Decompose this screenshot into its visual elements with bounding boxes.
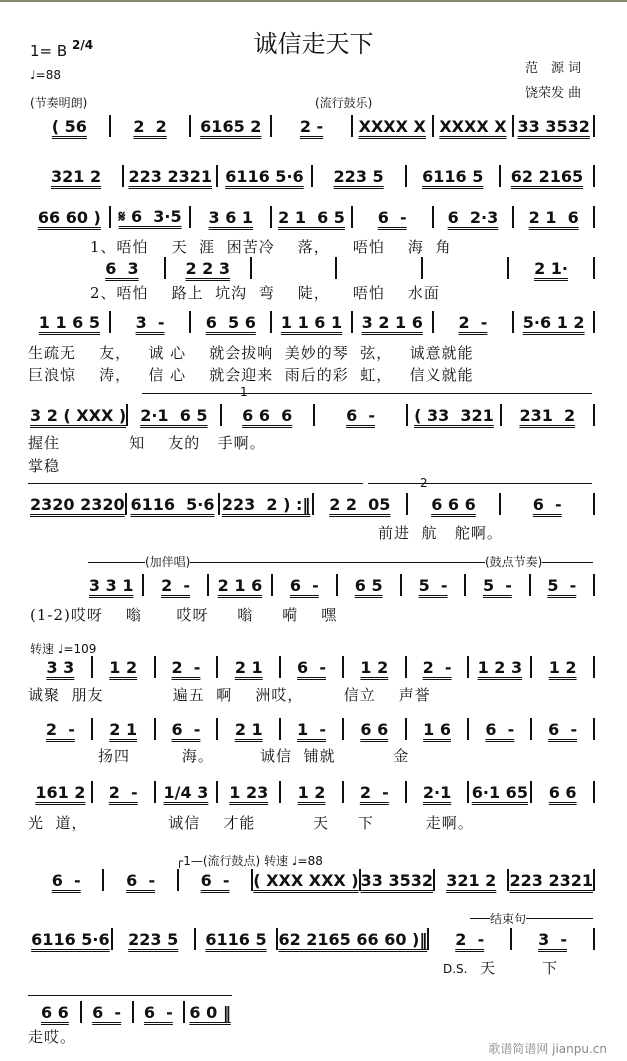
notation-line (30, 717, 595, 741)
measure: 2 1 (109, 719, 138, 739)
notation-line (30, 927, 595, 951)
lyric-line: 扬四 海。 诚信 铺就 金 (98, 747, 410, 765)
measure: 1 2 3 (477, 657, 523, 677)
bar-line (593, 781, 595, 803)
volta-1-label: 1 (240, 385, 248, 399)
bar-line (593, 404, 595, 426)
measure: 2 1 (234, 657, 263, 677)
measure: 6116 5 (422, 166, 484, 186)
measure: 3 3 (46, 657, 75, 677)
measure: 6 6 (548, 782, 577, 802)
lyric-line: 巨浪惊 涛， 信 心 就会迎来 雨后的彩 虹， 信义就能 (28, 366, 474, 384)
bar-line (593, 928, 595, 950)
measure: 62 2165 66 60 )‖ (278, 929, 428, 949)
measure: 6 6 (360, 719, 389, 739)
measure: 3 - (538, 929, 568, 949)
measure: 33 3532 (517, 116, 590, 136)
measure: 2 - (161, 575, 191, 595)
measure: 2 - (299, 116, 324, 136)
lyric-line: 2、唔怕 路上 坑沟 弯 陡， 唔怕 水面 (90, 284, 440, 302)
measure: 5 - (482, 575, 512, 595)
ending-bracket (28, 995, 232, 996)
measure: 1 2 (109, 657, 138, 677)
measure: 231 2 (519, 405, 576, 425)
measure: 2 - (422, 657, 452, 677)
measure: 6 0 ‖ (189, 1002, 231, 1022)
bar-line (250, 257, 252, 279)
lyric-line: 生疏无 友， 诚 心 就会拔响 美妙的琴 弦， 诚意就能 (28, 344, 474, 362)
composer: 饶荣发 曲 (525, 86, 582, 101)
measure: ( 56 (51, 116, 87, 136)
measure: XXXX X (439, 116, 507, 136)
notation-line (30, 1000, 235, 1024)
measure: 62 2165 (510, 166, 584, 186)
bar-line (593, 869, 595, 891)
measure: 3 - (135, 312, 165, 332)
measure: 6 - (143, 1002, 173, 1022)
expression-mark: (鼓点节奏) (485, 555, 543, 569)
lyric-line: 掌稳 (28, 457, 61, 475)
notation-line (30, 655, 595, 679)
bar-line (593, 656, 595, 678)
measure: 223 5 (128, 929, 179, 949)
measure: 6 3 (105, 258, 139, 278)
measure: 6 5 6 (205, 312, 256, 332)
notation-line (30, 205, 595, 229)
measure: 2 - (45, 719, 75, 739)
bar-line (593, 257, 595, 279)
measure: 6 6 6 (242, 405, 293, 425)
key-signature: 1= B (30, 42, 68, 60)
measure: 1 2 (297, 782, 326, 802)
notation-line (30, 310, 595, 334)
measure: 2 2 3 (185, 258, 231, 278)
measure: 6 - (485, 719, 515, 739)
notation-line (30, 164, 595, 188)
bar-line (593, 493, 595, 515)
bar-line (593, 165, 595, 187)
measure: 6116 5·6 (130, 494, 215, 514)
tempo-change: ┌1—(流行鼓点) 转速 ♩=88 (176, 854, 323, 868)
measure: ( XXX XXX ) (253, 870, 359, 890)
measure: 1 2 (360, 657, 389, 677)
measure: 3 6 1 (208, 207, 254, 227)
measure: 2 2 (133, 116, 167, 136)
notation-line (30, 403, 595, 427)
time-signature: 2/4 (72, 38, 94, 52)
lyric-line: 走哎。 (28, 1028, 77, 1046)
lyric-line: 天 下 (480, 959, 559, 977)
notation-line (80, 573, 595, 597)
lyric-line: 1、唔怕 天 涯 困苦冷 落， 唔怕 海 角 (90, 238, 452, 256)
measure: 3 3 1 (88, 575, 134, 595)
measure: 2 - (455, 929, 485, 949)
measure: 6116 5·6 (31, 929, 110, 949)
measure: 2 1 (234, 719, 263, 739)
measure: 2·1 (422, 782, 452, 802)
measure: 6 - (92, 1002, 122, 1022)
bar-line (421, 257, 423, 279)
notation-line (30, 868, 595, 892)
measure: 2 - (359, 782, 389, 802)
tempo-marking: ♩=88 (30, 68, 61, 82)
measure: 5 - (418, 575, 448, 595)
measure: 2 1 6 (217, 575, 263, 595)
measure: 6 5 (354, 575, 383, 595)
lyric-line: 前进 航 舵啊。 (378, 524, 503, 542)
measure: ( 33 321 (414, 405, 494, 425)
measure: 1/4 3 (163, 782, 209, 802)
expression-mark: (流行鼓乐) (315, 96, 373, 110)
bar-line (593, 311, 595, 333)
measure: 1 1 6 5 (38, 312, 100, 332)
measure: 6116 5 (205, 929, 267, 949)
measure: XXXX X (358, 116, 426, 136)
notation-line (80, 256, 595, 280)
bar-line (593, 206, 595, 228)
measure: 6 6 (40, 1002, 69, 1022)
measure: 2 - (458, 312, 488, 332)
measure: 6 - (548, 719, 578, 739)
notation-line (30, 492, 595, 516)
expression-mark: (加伴唱) (145, 555, 191, 569)
notation-line (30, 114, 595, 138)
measure: 6 - (51, 870, 81, 890)
measure: 6 - (346, 405, 376, 425)
measure: 6 2·3 (447, 207, 499, 227)
measure: 6 - (289, 575, 319, 595)
measure: 2 1 6 5 (278, 207, 345, 227)
measure: 𝄋 6 3·5 (118, 207, 182, 226)
measure: 6 6 6 (431, 494, 476, 514)
measure: 6165 2 (200, 116, 262, 136)
bar-line (335, 257, 337, 279)
measure: 2 1· (534, 258, 569, 278)
measure: 33 3532 (360, 870, 434, 890)
song-title: 诚信走天下 (253, 30, 374, 58)
measure: 66 60 ) (37, 207, 101, 227)
measure: 223 2321 (128, 166, 212, 186)
measure: 321 2 (446, 870, 497, 890)
lyric-line: (1-2)哎呀 嗡 哎呀 嗡 嗬 嘿 (30, 606, 338, 624)
measure: 2 2 05 (329, 494, 391, 514)
measure: 2 - (171, 657, 201, 677)
tempo-change: 转速 ♩=109 (30, 642, 97, 656)
repeat-bracket (28, 483, 363, 484)
measure: 2320 2320 (30, 494, 125, 514)
measure: 2·1 6 5 (140, 405, 208, 425)
measure: 2 1 6 (528, 207, 579, 227)
measure: 6116 5·6 (225, 166, 304, 186)
volta-2 (368, 483, 592, 484)
measure: 321 2 (51, 166, 102, 186)
measure: 6 - (171, 719, 201, 739)
measure: 5·6 1 2 (522, 312, 585, 332)
lyricist: 范 源 词 (525, 61, 582, 76)
measure: 6 - (532, 494, 562, 514)
volta-2-label: 2 (420, 476, 428, 490)
measure: 6 - (297, 657, 326, 677)
coda-label: 结束句 (490, 912, 527, 926)
measure: 2 - (108, 782, 138, 802)
measure: 223 2 ) :‖ (221, 494, 311, 514)
measure: 223 2321 (509, 870, 593, 890)
measure: 1 1 6 1 (280, 312, 343, 332)
measure: 1 - (297, 719, 326, 739)
lyric-line: 握住 知 友的 手啊。 (28, 434, 266, 452)
measure: 6 - (126, 870, 156, 890)
measure: 6 - (377, 207, 407, 227)
measure: 161 2 (35, 782, 86, 802)
measure: 5 - (547, 575, 577, 595)
bar-line (593, 574, 595, 596)
bar-line (593, 115, 595, 137)
watermark: 歌谱简谱网 jianpu.cn (488, 1042, 607, 1056)
bar-line (593, 718, 595, 740)
ds-mark: D.S. (443, 962, 468, 976)
measure: 6·1 65 (471, 782, 528, 802)
expression-mark: (节奏明朗) (30, 96, 88, 110)
notation-line (30, 780, 595, 804)
measure: 3 2 ( XXX ) (30, 405, 127, 425)
measure: 6 - (200, 870, 230, 890)
lyric-line: 诚聚 朋友 遍五 啊 洲哎， 信立 声誉 (28, 686, 431, 704)
measure: 1 6 (423, 719, 451, 739)
measure: 1 23 (229, 782, 269, 802)
measure: 223 5 (333, 166, 384, 186)
measure: 3 2 1 6 (361, 312, 423, 332)
volta-1 (142, 393, 592, 394)
coda-bracket (470, 918, 593, 919)
measure: 1 2 (548, 657, 577, 677)
lyric-line: 光 道， 诚信 才能 天 下 走啊。 (28, 814, 474, 832)
